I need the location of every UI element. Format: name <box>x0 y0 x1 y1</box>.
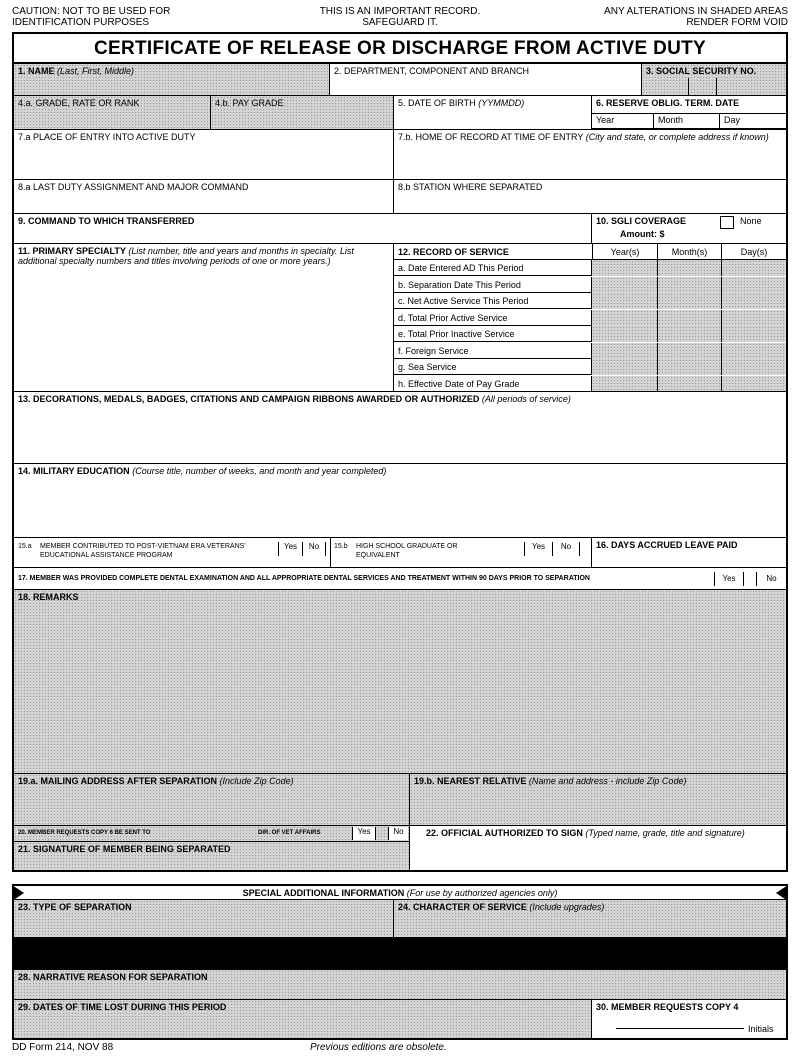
form-id: DD Form 214, NOV 88 <box>12 1042 114 1053</box>
dental-yes-box[interactable]: Yes <box>714 572 744 586</box>
field-station-separated-label: 8.b STATION WHERE SEPARATED <box>398 182 543 192</box>
field-15b-number: 15.b <box>334 543 348 550</box>
field-remarks[interactable] <box>14 590 786 774</box>
field-copy4[interactable] <box>592 1000 786 1038</box>
field-accrued-leave-label: 16. DAYS ACCRUED LEAVE PAID <box>596 540 738 550</box>
service-months-cell[interactable] <box>658 376 722 392</box>
service-days-cell[interactable] <box>722 326 786 342</box>
special-heading-hint: (For use by authorized agencies only) <box>406 888 558 898</box>
field-mailing-address-hint: (Include Zip Code) <box>219 776 294 786</box>
service-years-cell[interactable] <box>592 310 658 326</box>
record-of-service-table <box>394 244 786 392</box>
service-years-cell[interactable] <box>592 277 658 293</box>
field-copy4-label: 30. MEMBER REQUESTS COPY 4 <box>596 1002 739 1012</box>
field-sgli[interactable] <box>592 214 786 244</box>
field-time-lost[interactable] <box>14 1000 592 1038</box>
record-of-service-label: 12. RECORD OF SERVICE <box>398 247 509 257</box>
field-grade-label: 4.a. GRADE, RATE OR RANK <box>18 98 140 108</box>
field-sgli-label: 10. SGLI COVERAGE <box>596 216 687 226</box>
field-home-of-record[interactable] <box>394 130 786 180</box>
field-time-lost-label: 29. DATES OF TIME LOST DURING THIS PERIOD <box>18 1002 227 1012</box>
field-copy6-dva: DIR. OF VET AFFAIRS <box>258 830 321 836</box>
important-notice: THIS IS AN IMPORTANT RECORD. SAFEGUARD IT. <box>319 6 481 28</box>
field-last-duty[interactable] <box>14 180 394 214</box>
field-15 <box>14 538 592 568</box>
service-years-cell[interactable] <box>592 359 658 375</box>
field-official-signature-label: 22. OFFICIAL AUTHORIZED TO SIGN <box>426 828 583 838</box>
field-department-label: 2. DEPARTMENT, COMPONENT AND BRANCH <box>334 66 530 76</box>
service-years-cell[interactable] <box>592 343 658 359</box>
service-row-label: c. Net Active Service This Period <box>394 293 592 309</box>
field-dob-label: 5. DATE OF BIRTH <box>398 98 476 108</box>
service-row-label: g. Sea Service <box>394 359 592 375</box>
field-name[interactable] <box>14 64 330 96</box>
field-last-duty-label: 8.a LAST DUTY ASSIGNMENT AND MAJOR COMMAND <box>18 182 249 192</box>
field-pay-grade[interactable] <box>211 96 394 130</box>
field-name-label: 1. NAME <box>18 66 55 76</box>
field-command-transferred-label: 9. COMMAND TO WHICH TRANSFERRED <box>18 216 195 226</box>
service-days-cell[interactable] <box>722 310 786 326</box>
field-official-signature[interactable] <box>410 826 786 870</box>
blackout-band <box>14 938 786 970</box>
reserve-day: Day <box>724 115 741 125</box>
service-days-cell[interactable] <box>722 359 786 375</box>
15b-no-box[interactable]: No <box>552 542 580 556</box>
reserve-month: Month <box>654 113 720 129</box>
service-days-cell[interactable] <box>722 260 786 276</box>
field-ssn[interactable] <box>642 64 786 96</box>
field-name-hint: (Last, First, Middle) <box>57 66 135 76</box>
field-dob[interactable] <box>394 96 592 130</box>
field-primary-specialty-label: 11. PRIMARY SPECIALTY <box>18 246 126 256</box>
initials-label: Initials <box>748 1024 774 1034</box>
special-heading <box>14 886 786 900</box>
field-department[interactable] <box>330 64 642 96</box>
field-decorations-label: 13. DECORATIONS, MEDALS, BADGES, CITATIONS AND CAMPAIGN RIBBONS AWARDED OR AUTHORIZED <box>18 394 480 404</box>
alterations-notice: ANY ALTERATIONS IN SHADED AREAS RENDER FORM VOID <box>604 6 788 28</box>
field-narrative-reason[interactable] <box>14 970 786 1000</box>
service-row-label: d. Total Prior Active Service <box>394 310 592 326</box>
field-mailing-address[interactable] <box>14 774 410 826</box>
service-months-cell[interactable] <box>658 359 722 375</box>
reserve-year: Year <box>592 113 654 129</box>
service-months-cell[interactable] <box>658 277 722 293</box>
field-station-separated[interactable] <box>394 180 786 214</box>
service-months-cell[interactable] <box>658 326 722 342</box>
special-info-section <box>12 884 788 1040</box>
field-pay-grade-label: 4.b. PAY GRADE <box>215 98 284 108</box>
service-row <box>394 310 786 326</box>
15a-no-box[interactable]: No <box>302 542 326 556</box>
field-copy6 <box>14 826 410 842</box>
service-months-cell[interactable] <box>658 260 722 276</box>
col-years: Year(s) <box>592 244 658 260</box>
field-decorations[interactable] <box>14 392 786 464</box>
arrow-left-icon <box>12 885 24 901</box>
service-row <box>394 343 786 359</box>
service-row <box>394 326 786 342</box>
field-15a-number: 15.a <box>18 543 32 550</box>
field-nearest-relative[interactable] <box>410 774 786 826</box>
field-military-education-hint: (Course title, number of weeks, and month and year completed) <box>132 466 387 476</box>
service-months-cell[interactable] <box>658 343 722 359</box>
field-15b-label: HIGH SCHOOL GRADUATE OR EQUIVALENT <box>356 543 458 559</box>
copy6-yes-box[interactable]: Yes <box>352 827 376 840</box>
field-copy6-label: 20. MEMBER REQUESTS COPY 6 BE SENT TO <box>18 830 151 836</box>
col-days: Day(s) <box>740 247 768 257</box>
field-dental-label: 17. MEMBER WAS PROVIDED COMPLETE DENTAL EXAMINATION AND ALL APPROPRIATE DENTAL SERVICES AND TREATMENT WITHIN 90 DAYS PRIOR TO SEPARATION <box>18 575 590 582</box>
field-home-of-record-label: 7.b. HOME OF RECORD AT TIME OF ENTRY <box>398 132 584 142</box>
field-ssn-label: 3. SOCIAL SECURITY NO. <box>646 66 757 76</box>
service-years-cell[interactable] <box>592 376 658 392</box>
service-years-cell[interactable] <box>592 260 658 276</box>
field-grade[interactable] <box>14 96 211 130</box>
field-military-education[interactable] <box>14 464 786 538</box>
service-months-cell[interactable] <box>658 310 722 326</box>
field-remarks-label: 18. REMARKS <box>18 592 79 602</box>
field-mailing-address-label: 19.a. MAILING ADDRESS AFTER SEPARATION <box>18 776 218 786</box>
dental-no-box[interactable]: No <box>756 572 786 586</box>
field-place-of-entry[interactable] <box>14 130 394 180</box>
field-type-separation-label: 23. TYPE OF SEPARATION <box>18 902 132 912</box>
sgli-none-label: None <box>740 216 762 226</box>
field-place-of-entry-label: 7.a PLACE OF ENTRY INTO ACTIVE DUTY <box>18 132 196 142</box>
service-row-label: f. Foreign Service <box>394 343 592 359</box>
copy6-no-box[interactable]: No <box>388 827 408 840</box>
field-primary-specialty[interactable] <box>14 244 394 392</box>
service-months-cell[interactable] <box>658 293 722 309</box>
service-row-label: a. Date Entered AD This Period <box>394 260 592 276</box>
field-character-service[interactable] <box>394 900 786 938</box>
service-days-cell[interactable] <box>722 293 786 309</box>
service-row-label: b. Separation Date This Period <box>394 277 592 293</box>
field-member-signature[interactable] <box>14 842 410 870</box>
field-type-separation[interactable] <box>14 900 394 938</box>
field-dob-hint: (YYMMDD) <box>478 98 525 108</box>
main-form <box>12 32 788 872</box>
special-heading-label: SPECIAL ADDITIONAL INFORMATION <box>242 888 405 898</box>
sgli-amount-label: Amount: $ <box>620 229 665 239</box>
service-row <box>394 376 786 392</box>
col-months: Month(s) <box>658 244 722 260</box>
field-military-education-label: 14. MILITARY EDUCATION <box>18 466 130 476</box>
15b-yes-box[interactable]: Yes <box>524 542 552 556</box>
service-days-cell[interactable] <box>722 376 786 392</box>
field-nearest-relative-label: 19.b. NEAREST RELATIVE <box>414 776 527 786</box>
service-days-cell[interactable] <box>722 343 786 359</box>
service-row <box>394 277 786 293</box>
field-15a-label: MEMBER CONTRIBUTED TO POST-VIETNAM ERA VETERANS' EDUCATIONAL ASSISTANCE PROGRAM <box>40 543 246 559</box>
service-days-cell[interactable] <box>722 277 786 293</box>
service-row-label: h. Effective Date of Pay Grade <box>394 376 592 392</box>
initials-line <box>616 1028 744 1029</box>
caution-notice: CAUTION: NOT TO BE USED FOR IDENTIFICATION PURPOSES <box>12 6 171 28</box>
field-nearest-relative-hint: (Name and address - include Zip Code) <box>528 776 687 786</box>
field-reserve-term-label: 6. RESERVE OBLIG. TERM. DATE <box>596 98 740 108</box>
form-title: CERTIFICATE OF RELEASE OR DISCHARGE FROM ACTIVE DUTY <box>14 34 786 64</box>
service-row <box>394 293 786 309</box>
obsolete-note: Previous editions are obsolete. <box>310 1042 447 1053</box>
arrow-right-icon <box>776 885 788 901</box>
field-official-signature-hint: (Typed name, grade, title and signature) <box>585 828 745 838</box>
service-row <box>394 260 786 276</box>
field-accrued-leave[interactable] <box>592 538 786 568</box>
service-years-cell[interactable] <box>592 326 658 342</box>
field-member-signature-label: 21. SIGNATURE OF MEMBER BEING SEPARATED <box>18 844 231 854</box>
field-narrative-reason-label: 28. NARRATIVE REASON FOR SEPARATION <box>18 972 208 982</box>
sgli-none-checkbox[interactable] <box>720 216 734 229</box>
field-primary-specialty-hint: (List number, title and years and months in specialty. List additional specialty numbers and titles involving periods of one or more years.) <box>18 246 354 266</box>
field-home-of-record-hint: (City and state, or complete address if known) <box>585 132 769 142</box>
field-character-service-label: 24. CHARACTER OF SERVICE <box>398 902 527 912</box>
field-reserve-term[interactable] <box>592 96 786 130</box>
field-command-transferred[interactable] <box>14 214 592 244</box>
field-character-service-hint: (Include upgrades) <box>529 902 605 912</box>
field-decorations-hint: (All periods of service) <box>481 394 571 404</box>
service-row <box>394 359 786 375</box>
15a-yes-box[interactable]: Yes <box>278 542 302 556</box>
service-years-cell[interactable] <box>592 293 658 309</box>
service-row-label: e. Total Prior Inactive Service <box>394 326 592 342</box>
field-dental <box>14 568 786 590</box>
